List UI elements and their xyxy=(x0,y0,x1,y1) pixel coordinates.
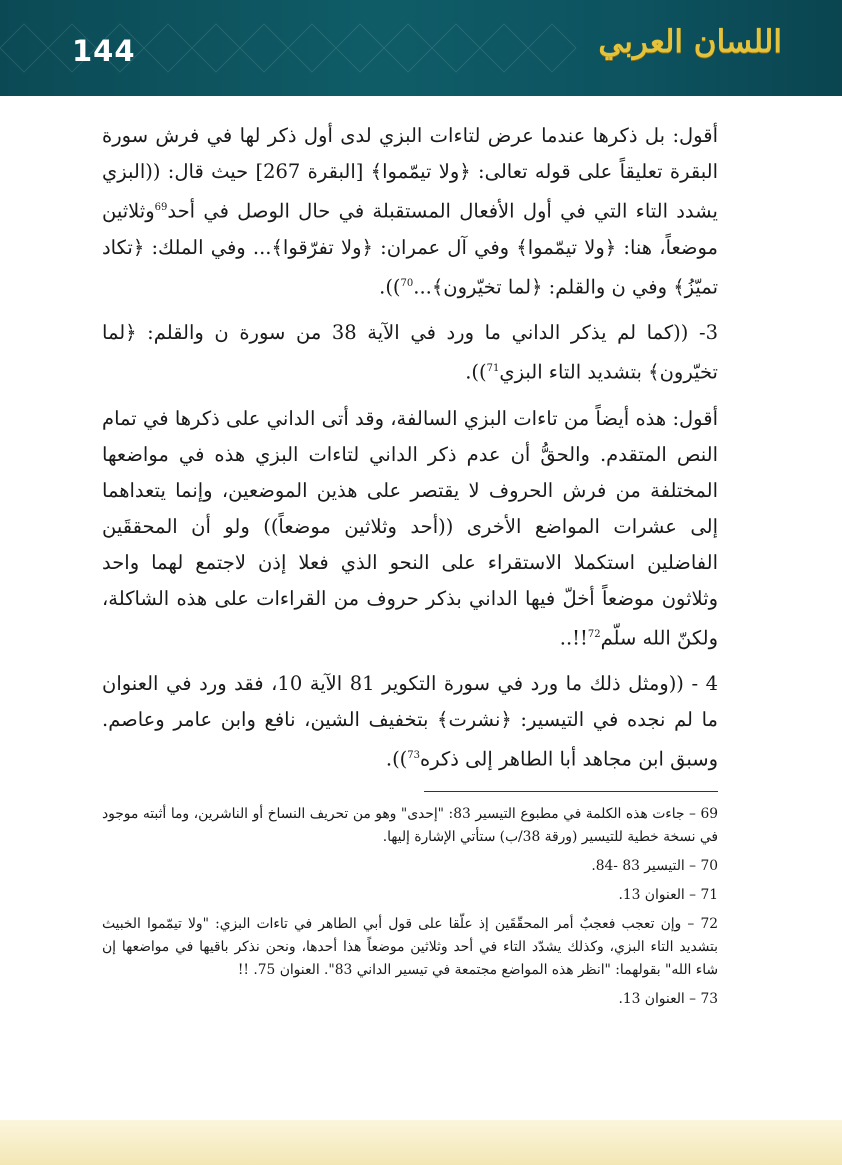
footer-decoration xyxy=(0,1120,842,1165)
footnote-separator xyxy=(424,791,718,792)
paragraph-1-text-a: أقول: بل ذكرها عندما عرض لتاءات البزي لدى أول ذكر لها في فرش سورة البقرة تعليقاً على قوله تعالى: ﴿ولا تيمّموا﴾ [البقرة 267] حيث قال: ((البزي يشدد التاء التي في أول الأفعال المستقبلة في حال الوصل في أحد xyxy=(102,124,718,223)
paragraph-4-text-a: 4 - ((ومثل ذلك ما ورد في سورة التكوير 81 الآية 10، فقد ورد في العنوان ما لم نجده في التيسير: ﴿نشرت﴾ بتخفيف الشين، نافع وابن عامر وعاصم. وسبق ابن مجاهد أبا الطاهر إلى ذكره xyxy=(102,672,718,771)
footnotes xyxy=(102,803,718,1017)
footnote-69: 69 – جاءت هذه الكلمة في مطبوع التيسير 83: "إحدى" وهو من تحريف النساخ أو الناشرين، وما أثبته موجود في نسخة خطية للتيسير (ورقة 38/ب) ستأتي الإشارة إليها. xyxy=(102,806,718,845)
footnote-ref-72: 72 xyxy=(587,628,601,640)
paragraph-4 xyxy=(102,666,718,778)
footnote-ref-69: 69 xyxy=(154,202,168,213)
page-number: 144 xyxy=(72,34,136,68)
paragraph-3-text-b: !!.. xyxy=(559,626,588,649)
journal-logo: اللسان العربي xyxy=(598,24,782,60)
paragraph-1-text-b: وثلاثين موضعاً، هنا: ﴿ولا تيمّموا﴾ وفي آل عمران: ﴿ولا تفرّقوا﴾... وفي الملك: ﴿تكاد تميّزُ﴾ وفي ن والقلم: ﴿لما تخيّرون﴾... xyxy=(102,199,718,298)
paragraph-2-text-b: )). xyxy=(465,360,487,384)
main-text xyxy=(102,118,718,788)
paragraph-4-text-b: )). xyxy=(385,747,408,771)
footnote-ref-70: 70 xyxy=(400,277,414,289)
paragraph-1 xyxy=(102,118,718,305)
paragraph-3-text-a: أقول: هذه أيضاً من تاءات البزي السالفة، وقد أتى الداني على ذكرها في تمام النص المتقدم. والحقُّ أن عدم ذكر الداني لتاءات البزي هذه في مواضعها المختلفة من فرش الحروف لا يقتصر على هذين الموضعين، وإنما يتعداهما إلى عشرات المواضع الأخرى ((أحد وثلاثين موضعاً)) ولو أن المحققَين الفاضلين استكملا الاستقراء على النحو الذي فعلا إذن لاجتمع لهما واحد وثلاثون موضعاً أخلّ فيها الداني بذكر حروف من القراءات على هذه الشاكلة، ولكنّ الله سلّم xyxy=(102,406,718,649)
page-header xyxy=(0,0,842,96)
footnote-ref-71: 71 xyxy=(486,363,500,374)
footnote-72: 72 – وإن تعجب فعجبٌ أمر المحقّقَين إذ علّقا على قول أبي الطاهر في تاءات البزي: "ولا تيمّموا الخبيث بتشديد التاء البزي، وكذلك يشدّد التاء في أحد وثلاثين موضعاً هذا أحدها، ونحن نذكر باقيها في مواضعها إن شاء الله" بقولهما: "انظر هذه المواضع مجتمعة في تيسير الداني 83". العنوان 75. !! xyxy=(102,916,718,978)
paragraph-1-text-c: )). xyxy=(379,275,401,298)
paragraph-2-text-a: 3- ((كما لم يذكر الداني ما ورد في الآية 38 من سورة ن والقلم: ﴿لما تخيّرون﴾ بتشديد التاء البزي xyxy=(102,321,719,384)
footnote-71: 71 – العنوان 13. xyxy=(618,887,718,903)
paragraph-3 xyxy=(102,401,718,657)
footnote-ref-73: 73 xyxy=(407,750,421,761)
footnote-73: 73 – العنوان 13. xyxy=(618,991,718,1007)
paragraph-2 xyxy=(102,315,718,391)
footnote-70: 70 – التيسير 83 -84. xyxy=(591,858,718,874)
